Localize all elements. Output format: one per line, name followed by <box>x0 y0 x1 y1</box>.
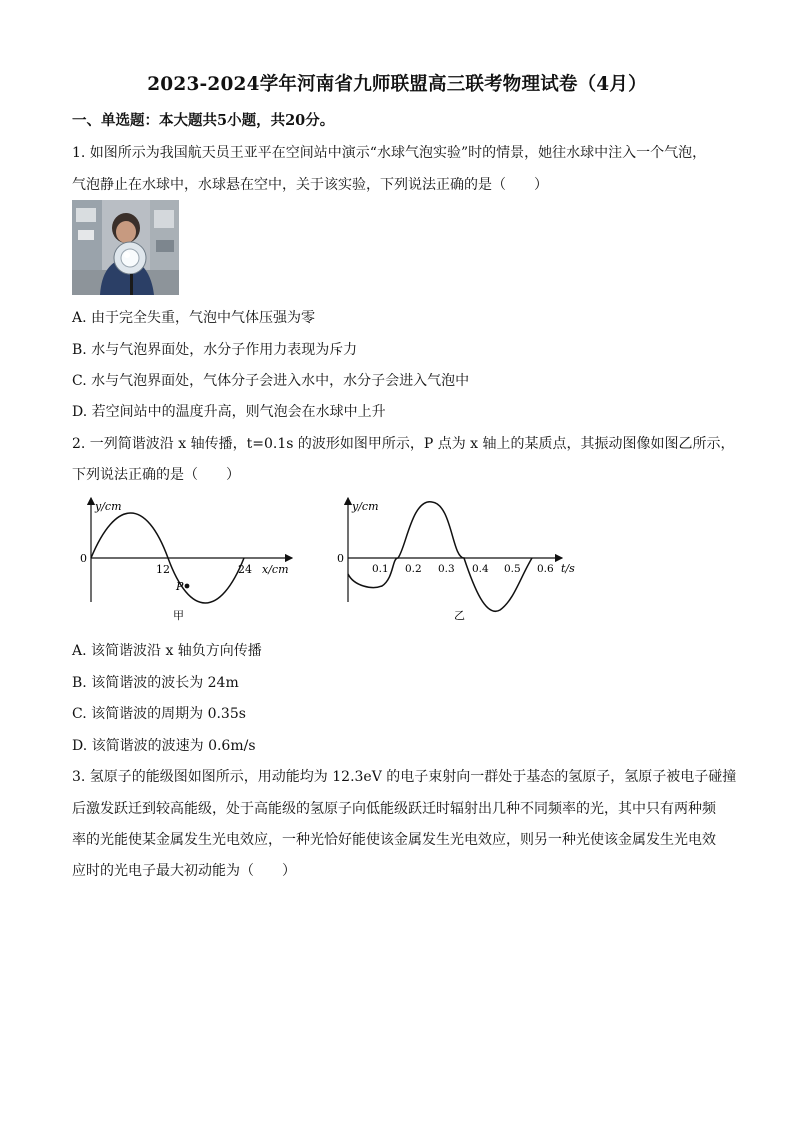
yi-tick-0-2: 0.2 <box>405 563 422 575</box>
yi-tick-0-5: 0.5 <box>504 563 521 575</box>
jia-y-label: y/cm <box>95 500 122 513</box>
wave-figures <box>72 490 592 625</box>
jia-caption: 甲 <box>173 609 184 622</box>
yi-y-label: y/cm <box>352 500 379 513</box>
point-p-marker <box>185 584 190 589</box>
astronaut-water-ball-photo <box>72 200 179 295</box>
q1-stem-line-2: 气泡静止在水球中，水球悬在空中，关于该实验，下列说法正确的是（ ） <box>72 177 548 193</box>
q2-option-c: C. 该简谐波的周期为 0.35s <box>72 706 246 722</box>
q1-option-c: C. 水与气泡界面处，气体分子会进入水中，水分子会进入气泡中 <box>72 373 470 389</box>
photo-illustration <box>72 200 179 295</box>
q1-option-d: D. 若空间站中的温度升高，则气泡会在水球中上升 <box>72 404 386 420</box>
q3-stem-line-3: 率的光能使某金属发生光电效应，一种光恰好能使该金属发生光电效应，则另一种光使该金属发生光电效 <box>72 832 716 848</box>
yi-vibration-curve <box>348 502 532 612</box>
figure-jia-wave-graph <box>80 498 292 622</box>
q2-option-d: D. 该简谐波的波速为 0.6m/s <box>72 738 256 754</box>
figure-yi-vibration-graph <box>337 498 575 622</box>
section-heading: 一、单选题：本大题共5小题，共20分。 <box>72 112 335 129</box>
page-title: 2023-2024学年河南省九师联盟高三联考物理试卷（4月） <box>147 74 647 95</box>
yi-x-label: t/s <box>561 562 575 575</box>
q2-option-a: A. 该简谐波沿 x 轴负方向传播 <box>72 643 262 659</box>
q2-stem-line-1: 2. 一列简谐波沿 x 轴传播，t=0.1s 的波形如图甲所示，P 点为 x 轴上的某质点，其振动图像如图乙所示， <box>72 436 735 452</box>
q1-option-a: A. 由于完全失重，气泡中气体压强为零 <box>72 310 316 326</box>
yi-caption: 乙 <box>454 609 465 622</box>
q2-stem-line-2: 下列说法正确的是（ ） <box>72 467 240 483</box>
jia-x-label: x/cm <box>262 563 289 576</box>
q1-stem-line-1: 1. 如图所示为我国航天员王亚平在空间站中演示“水球气泡实验”时的情景，她往水球中注入一个气泡， <box>72 145 707 161</box>
yi-tick-0-6: 0.6 <box>537 563 554 575</box>
jia-origin-label: 0 <box>80 552 87 565</box>
jia-tick-12: 12 <box>156 563 170 576</box>
yi-tick-0-3: 0.3 <box>438 563 455 575</box>
yi-origin-label: 0 <box>337 552 344 565</box>
q3-stem-line-1: 3. 氢原子的能级图如图所示，用动能均为 12.3eV 的电子束射向一群处于基态的氢原子，氢原子被电子碰撞 <box>72 769 737 785</box>
jia-tick-24: 24 <box>238 563 252 576</box>
yi-tick-0-1: 0.1 <box>372 563 389 575</box>
q1-option-b: B. 水与气泡界面处，水分子作用力表现为斥力 <box>72 342 358 358</box>
q3-stem-line-2: 后激发跃迁到较高能级，处于高能级的氢原子向低能级跃迁时辐射出几种不同频率的光，其中只有两种频 <box>72 801 716 817</box>
jia-point-p-label: P <box>176 580 184 593</box>
q2-option-b: B. 该简谐波的波长为 24m <box>72 675 239 691</box>
yi-tick-0-4: 0.4 <box>472 563 489 575</box>
q3-stem-line-4: 应时的光电子最大初动能为（ ） <box>72 863 296 879</box>
